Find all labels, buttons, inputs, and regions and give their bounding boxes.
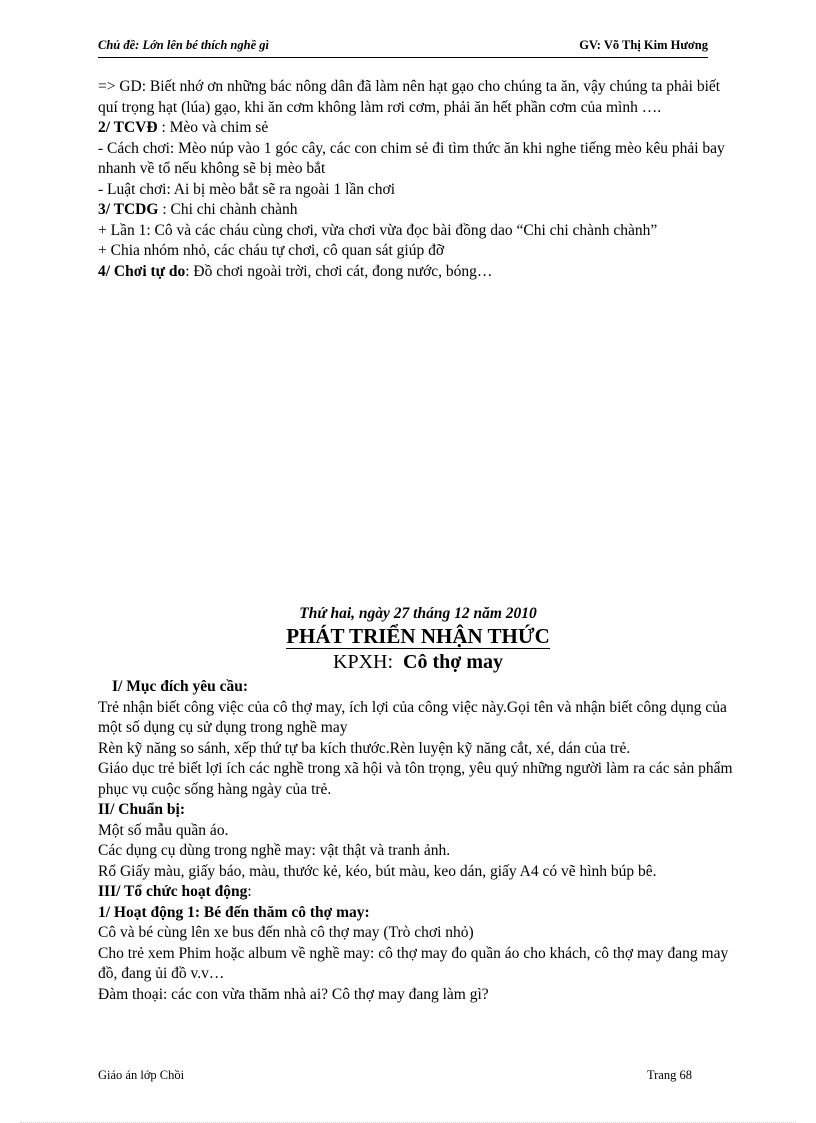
tcvd-text: : Mèo và chim sẻ (157, 119, 269, 136)
objective-1: Trẻ nhận biết công việc của cô thợ may, ích lợi của công việc này.Gọi tên và nhận biết công dụng của một số dụng cụ sử dụng trong nghề may (98, 698, 727, 736)
header-topic: Chủ đề: Lớn lên bé thích nghề gì (98, 38, 269, 52)
preparation-2: Các dụng cụ dùng trong nghề may: vật thật và tranh ảnh. (98, 842, 451, 859)
activity-1-item-1: Cô và bé cùng lên xe bus đến nhà cô thợ may (Trò chơi nhỏ) (98, 924, 474, 941)
organization-colon: : (247, 883, 252, 900)
footer-left: Giáo án lớp Chồi (98, 1068, 185, 1082)
objectives-heading: I/ Mục đích yêu cầu: (112, 678, 249, 695)
objective-3: Giáo dục trẻ biết lợi ích các nghề trong xã hội và tôn trọng, yêu quý những người làm ra các sản phẩm phục vụ cuộc sống hàng ngày của trẻ. (98, 760, 733, 798)
lesson-date: Thứ hai, ngày 27 tháng 12 năm 2010 (299, 605, 537, 622)
activity-1-item-3: Đàm thoại: các con vừa thăm nhà ai? Cô thợ may đang làm gì? (98, 985, 489, 1003)
tcdg-text: : Chi chi chành chành (158, 201, 298, 218)
page-header (98, 38, 708, 58)
kpxh-topic: Cô thợ may (403, 651, 503, 673)
group-play: + Chia nhóm nhỏ, các cháu tự chơi, cô quan sát giúp đỡ (98, 242, 445, 259)
tcdg-heading: 3/ TCDG (98, 201, 159, 218)
activity-1-item-2: Cho trẻ xem Phim hoặc album về nghề may: cô thợ may đo quần áo cho khách, cô thợ may đang may đồ, đang ủi đồ v.v… (98, 944, 729, 982)
organization-heading: III/ Tổ chức hoạt động (98, 883, 248, 900)
preparation-1: Một số mẫu quần áo. (98, 821, 229, 839)
objective-2: Rèn kỹ năng so sánh, xếp thứ tự ba kích thước.Rèn luyện kỹ năng cắt, xé, dán của trẻ. (98, 739, 631, 757)
page-number: Trang 68 (646, 1068, 692, 1082)
tcvd-heading: 2/ TCVĐ (98, 119, 158, 136)
tcvd-line (98, 118, 738, 139)
activity-section (98, 77, 738, 282)
kpxh-label: KPXH: (333, 651, 394, 673)
free-play-line (98, 262, 738, 283)
kpxh-line (98, 651, 738, 674)
free-play-heading: 4/ Chơi tự do (98, 262, 186, 280)
lesson-title-wrap (98, 624, 738, 649)
free-play-text: : Đồ chơi ngoài trời, chơi cát, đong nước, bóng… (185, 262, 493, 280)
preparation-3: Rổ Giấy màu, giấy báo, màu, thước kẻ, kéo, bút màu, keo dán, giấy A4 có vẽ hình búp bê. (98, 862, 657, 880)
round-one: + Lần 1: Cô và các cháu cùng chơi, vừa chơi vừa đọc bài đồng dao “Chi chi chành chành” (98, 221, 658, 239)
lesson-body (98, 677, 738, 1005)
page-footer (98, 1068, 692, 1083)
game-rule: - Luật chơi: Ai bị mèo bắt sẽ ra ngoài 1 lần chơi (98, 180, 396, 198)
organization-line (98, 882, 738, 903)
game-method: - Cách chơi: Mèo núp vào 1 góc cây, các con chim sẻ đi tìm thức ăn khi nghe tiếng mèo kêu phải bay nhanh về tổ nếu không sẽ bị mèo bắt (98, 139, 725, 177)
preparation-heading: II/ Chuẩn bị: (98, 801, 186, 818)
lesson-title: PHÁT TRIỂN NHẬN THỨC (286, 624, 550, 648)
activity-1-heading: 1/ Hoạt động 1: Bé đến thăm cô thợ may: (98, 903, 370, 921)
education-note: => GD: Biết nhớ ơn những bác nông dân đã làm nên hạt gạo cho chúng ta ăn, vậy chúng ta phải biết quí trọng hạt (lúa) gạo, khi ăn cơm không làm rơi cơm, phải ăn hết phần cơm của mình …. (98, 78, 721, 116)
tcdg-line (98, 200, 738, 221)
header-teacher: GV: Võ Thị Kim Hương (579, 38, 708, 52)
